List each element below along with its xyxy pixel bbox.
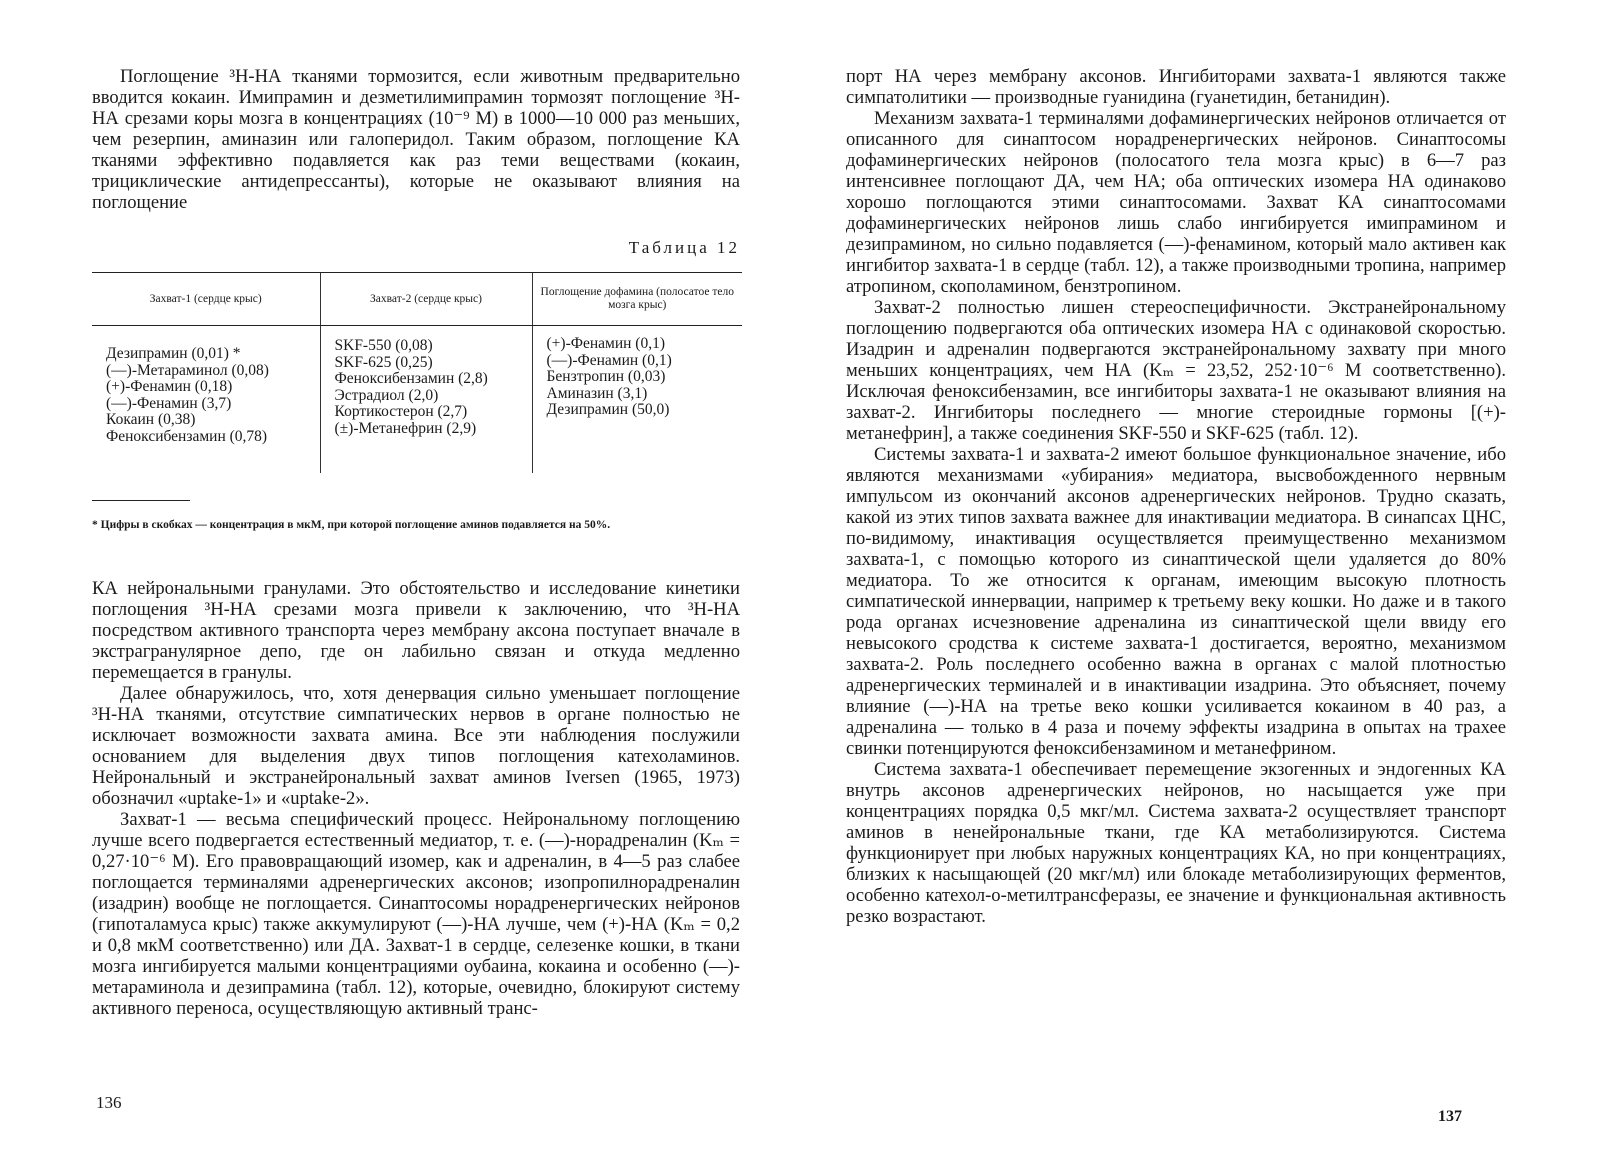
table-cell: (+)-Фенамин (0,18) [106,378,233,395]
table-cell: Феноксибензамин (2,8) [334,370,488,387]
table-caption: Таблица 12 [628,238,740,257]
table-cell: Бензтропин (0,03) [546,368,666,385]
table-cell: Феноксибензамин (0,78) [106,427,268,445]
table-header-dopamine: Поглощение дофамина (полосатое тело мозга крыс) [532,273,742,326]
page-number: 137 [1438,1108,1462,1125]
table-column-dopamine [532,326,742,474]
table-cell: (—)-Фенамин (0,1) [546,351,672,369]
left-bottom-text [92,578,740,1019]
table-cell: (—)-Метараминол (0,08) [106,361,269,379]
table-column-uptake1 [92,326,320,474]
table-cell: (—)-Фенамин (3,7) [106,394,232,412]
table-cell: Эстрадиол (2,0) [334,386,439,404]
table-footnote: * Цифры в скобках — концентрация в мкМ, при которой поглощение аминов подавляется на 50%. [92,519,611,531]
left-top-text [92,66,740,213]
paragraph: Далее обнаружилось, что, хотя денервация сильно уменьшает поглощение ³H-НА тканями, отсутствие симпатических нервов в органе полностью не исключает возможности захвата амина. Все эти наблюдения послужили основанием для выделения двух типов поглощения катехоламинов. Нейрональный и экстранейрональный захват аминов Iversen (1965, 1973) обозначил «uptake-1» и «uptake-2». [92,683,740,809]
paragraph: Захват-1 — весьма специфический процесс. Нейрональному поглощению лучше всего подвергается естественный медиатор, т. е. (—)-норадреналин (Kₘ = 0,27·10⁻⁶ М). Его правовращающий изомер, как и адреналин, в 4—5 раз слабее поглощается терминалями адренергических аксонов; изопропилнорадреналин (изадрин) вообще не поглощается. Синаптосомы норадренергических нейронов (гипоталамуса крыс) также аккумулируют (—)-НА лучше, чем (+)-НА (Kₘ = 0,2 и 0,8 мкМ соответственно) или ДА. Захват-1 в сердце, селезенке кошки, в ткани мозга ингибируется малыми концентрациями оубаина, кокаина и особенно (—)-метараминола и дезипрамина (табл. 12), которые, очевидно, блокируют систему активного переноса, осуществляющую активный транс- [92,809,740,1019]
table-cell: Кокаин (0,38) [106,411,196,428]
paragraph: Система захвата-1 обеспечивает перемещение экзогенных и эндогенных КА внутрь аксонов адренергических нейронов, но насыщается уже при концентрациях порядка 0,5 мкг/мл. Система захвата-2 осуществляет транспорт аминов в ненейрональные ткани, где КА метаболизируются. Система функционирует при любых наружных концентрациях КА, но при концентрациях, близких к насыщающей (20 мкг/мл) или блокаде метаболизирующих ферментов, особенно катехол-о-метилтрансферазы, ее значение и функциональная активность резко возрастают. [846,759,1506,927]
table-cell: (+)-Фенамин (0,1) [546,335,665,352]
table-cell: Кортикостерон (2,7) [334,403,468,420]
table-cell: (±)-Метанефрин (2,9) [334,419,477,437]
table-cell: Дезипрамин (0,01) * [106,345,241,362]
paragraph: Поглощение ³H-НА тканями тормозится, если животным предварительно вводится кокаин. Имипрамин и дезметилимипрамин тормозят поглощение ³H-НА срезами коры мозга в концентрациях (10⁻⁹ М) в 1000—10 000 раз меньших, чем резерпин, аминазин или галоперидол. Таким образом, поглощение КА тканями эффективно подавляется как раз теми веществами (кокаин, трициклические антидепрессанты), которые не оказывают влияния на поглощение [92,66,740,213]
table-header-uptake1: Захват-1 (сердце крыс) [92,273,320,326]
right-page [820,0,1600,1176]
right-text [846,66,1506,927]
paragraph: порт НА через мембрану аксонов. Ингибиторами захвата-1 являются также симпатолитики — производные гуанидина (гуанетидин, бетанидин). [846,66,1506,108]
paragraph: Механизм захвата-1 терминалями дофаминергических нейронов отличается от описанного для синаптосом норадренергических нейронов. Синаптосомы дофаминергических нейронов (полосатого тела мозга крыс) в 6—7 раз интенсивнее поглощают ДА, чем НА; оба оптических изомера НА одинаково хорошо поглощаются этими синаптосомами. Захват КА синаптосомами дофаминергических нейронов лишь слабо ингибируется имипрамином и дезипрамином, но сильно подавляется (—)-фенамином, который мало активен как ингибитор захвата-1 в сердце (табл. 12), а также производными тропина, например атропином, скополамином, бензтропином. [846,108,1506,297]
page-number: 136 [96,1093,122,1112]
table-header-uptake2: Захват-2 (сердце крыс) [320,273,532,326]
table-column-uptake2 [320,326,532,474]
table-cell: SKF-625 (0,25) [334,353,433,371]
paragraph: КА нейрональными гранулами. Это обстоятельство и исследование кинетики поглощения ³H-НА срезами мозга привели к заключению, что ³H-НА посредством активного транспорта через мембрану аксона поступает вначале в экстрагранулярное депо, где он лабильно связан и откуда медленно перемещается в гранулы. [92,578,740,683]
paragraph: Системы захвата-1 и захвата-2 имеют большое функциональное значение, ибо являются механизмами «убирания» медиатора, высвобожденного нервным импульсом из окончаний аксонов адренергических нейронов. Трудно сказать, какой из этих типов захвата важнее для инактивации медиатора. В синапсах ЦНС, по-видимому, инактивация осуществляется преимущественно механизмом захвата-1, с помощью которого из синаптической щели удаляется до 80% медиатора. То же относится к органам, имеющим высокую плотность симпатической иннервации, например к третьему веку кошки. Но даже и в такого рода органах исчезновение адреналина из синаптической щели ввиду его невысокого сродства к системе захвата-1 достигается, вероятно, механизмом захвата-2. Роль последнего особенно важна в органах с малой плотностью адренергических терминалей и в инактивации изадрина. Это объясняет, почему влияние (—)-НА на третье веко кошки усиливается кокаином в 40 раз, а адреналина — только в 4 раза и почему эффекты изадрина в опытах на трахее свинки потенцируются феноксибензамином и метанефрином. [846,444,1506,759]
table-cell: Дезипрамин (50,0) [546,401,670,418]
paragraph: Захват-2 полностью лишен стереоспецифичности. Экстранейрональному поглощению подвергаются оба оптических изомера НА с одинаковой скоростью. Изадрин и адреналин подвергаются экстранейрональному захвату при много меньших концентрациях, чем НА (Kₘ = 23,52, 252·10⁻⁶ М соответственно). Исключая феноксибензамин, все ингибиторы захвата-1 не оказывают влияния на захват-2. Ингибиторы последнего — многие стероидные гормоны [(+)-метанефрин], а также соединения SKF-550 и SKF-625 (табл. 12). [846,297,1506,444]
table-cell: SKF-550 (0,08) [334,337,433,354]
left-page [0,0,790,1176]
data-table [92,272,742,473]
table-cell: Аминазин (3,1) [546,384,648,402]
footnote-divider [92,500,190,501]
